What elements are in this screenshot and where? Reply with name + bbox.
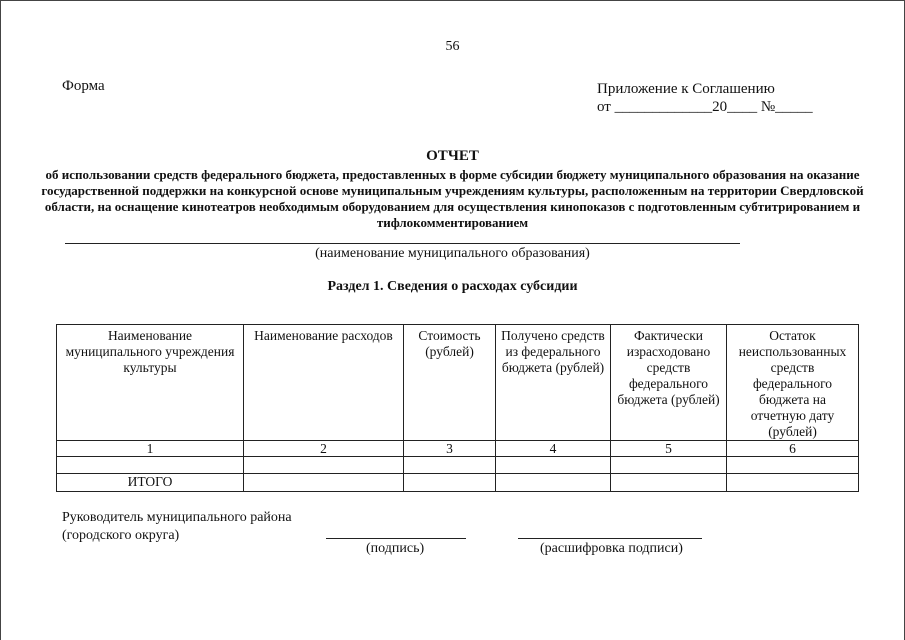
appendix-line-1: Приложение к Соглашению: [597, 81, 775, 97]
municipality-name-line: [65, 243, 740, 244]
table-cell: [57, 457, 244, 474]
report-title: ОТЧЕТ: [426, 148, 479, 164]
table-cell: [727, 474, 859, 492]
header-cost: Стоимость (рублей): [404, 325, 496, 441]
appendix-block: [597, 80, 813, 116]
header-institution: Наименование муниципального учреждения культуры: [57, 325, 244, 441]
column-number: 6: [727, 441, 859, 457]
signature-caption: (подпись): [366, 541, 425, 556]
column-number-row: [57, 441, 859, 457]
appendix-line-2: от _____________20____ №_____: [597, 99, 813, 115]
column-number: 5: [611, 441, 727, 457]
table-cell: [404, 474, 496, 492]
table-cell: [611, 457, 727, 474]
decoding-line: [518, 538, 702, 539]
table-cell: [404, 457, 496, 474]
page-edge-left: [0, 0, 1, 640]
table-cell: [611, 474, 727, 492]
page-edge-top: [0, 0, 905, 1]
header-remainder: Остаток неиспользованных средств федерального бюджета на отчетную дату (рублей): [727, 325, 859, 441]
column-number: 2: [244, 441, 404, 457]
column-number: 4: [496, 441, 611, 457]
head-label-line-2: (городского округа): [62, 528, 180, 543]
form-label: Форма: [62, 78, 105, 94]
table-cell: [244, 457, 404, 474]
report-subtitle: об использовании средств федерального бюджета, предоставленных в форме субсидии бюджету муниципального образования на оказание государственной поддержки на конкурсной основе муниципальным учреждениям культуры, расположенным на территории Свердловской области, на оснащение кинотеатров необходимым оборудованием для осуществления кинопоказов с подготовленным субтитрированием и тифлокомментированием: [41, 167, 864, 230]
municipality-caption: (наименование муниципального образования): [315, 246, 590, 261]
total-row: [57, 474, 859, 492]
section-title: Раздел 1. Сведения о расходах субсидии: [327, 279, 578, 294]
table-row: [57, 457, 859, 474]
table-cell: [244, 474, 404, 492]
table-cell: [496, 457, 611, 474]
head-label: [62, 509, 292, 545]
column-number: 1: [57, 441, 244, 457]
header-received: Получено средств из федерального бюджета (рублей): [496, 325, 611, 441]
header-spent: Фактически израсходовано средств федерального бюджета (рублей): [611, 325, 727, 441]
signature-line: [326, 538, 466, 539]
expenses-table: [56, 324, 859, 492]
decoding-caption: (расшифровка подписи): [540, 541, 683, 556]
table-cell: [727, 457, 859, 474]
column-number: 3: [404, 441, 496, 457]
head-label-line-1: Руководитель муниципального района: [62, 510, 292, 525]
header-expense-name: Наименование расходов: [244, 325, 404, 441]
page-number: 56: [445, 39, 460, 54]
table-header-row: [57, 325, 859, 441]
table-cell: [496, 474, 611, 492]
total-label: ИТОГО: [57, 474, 244, 492]
